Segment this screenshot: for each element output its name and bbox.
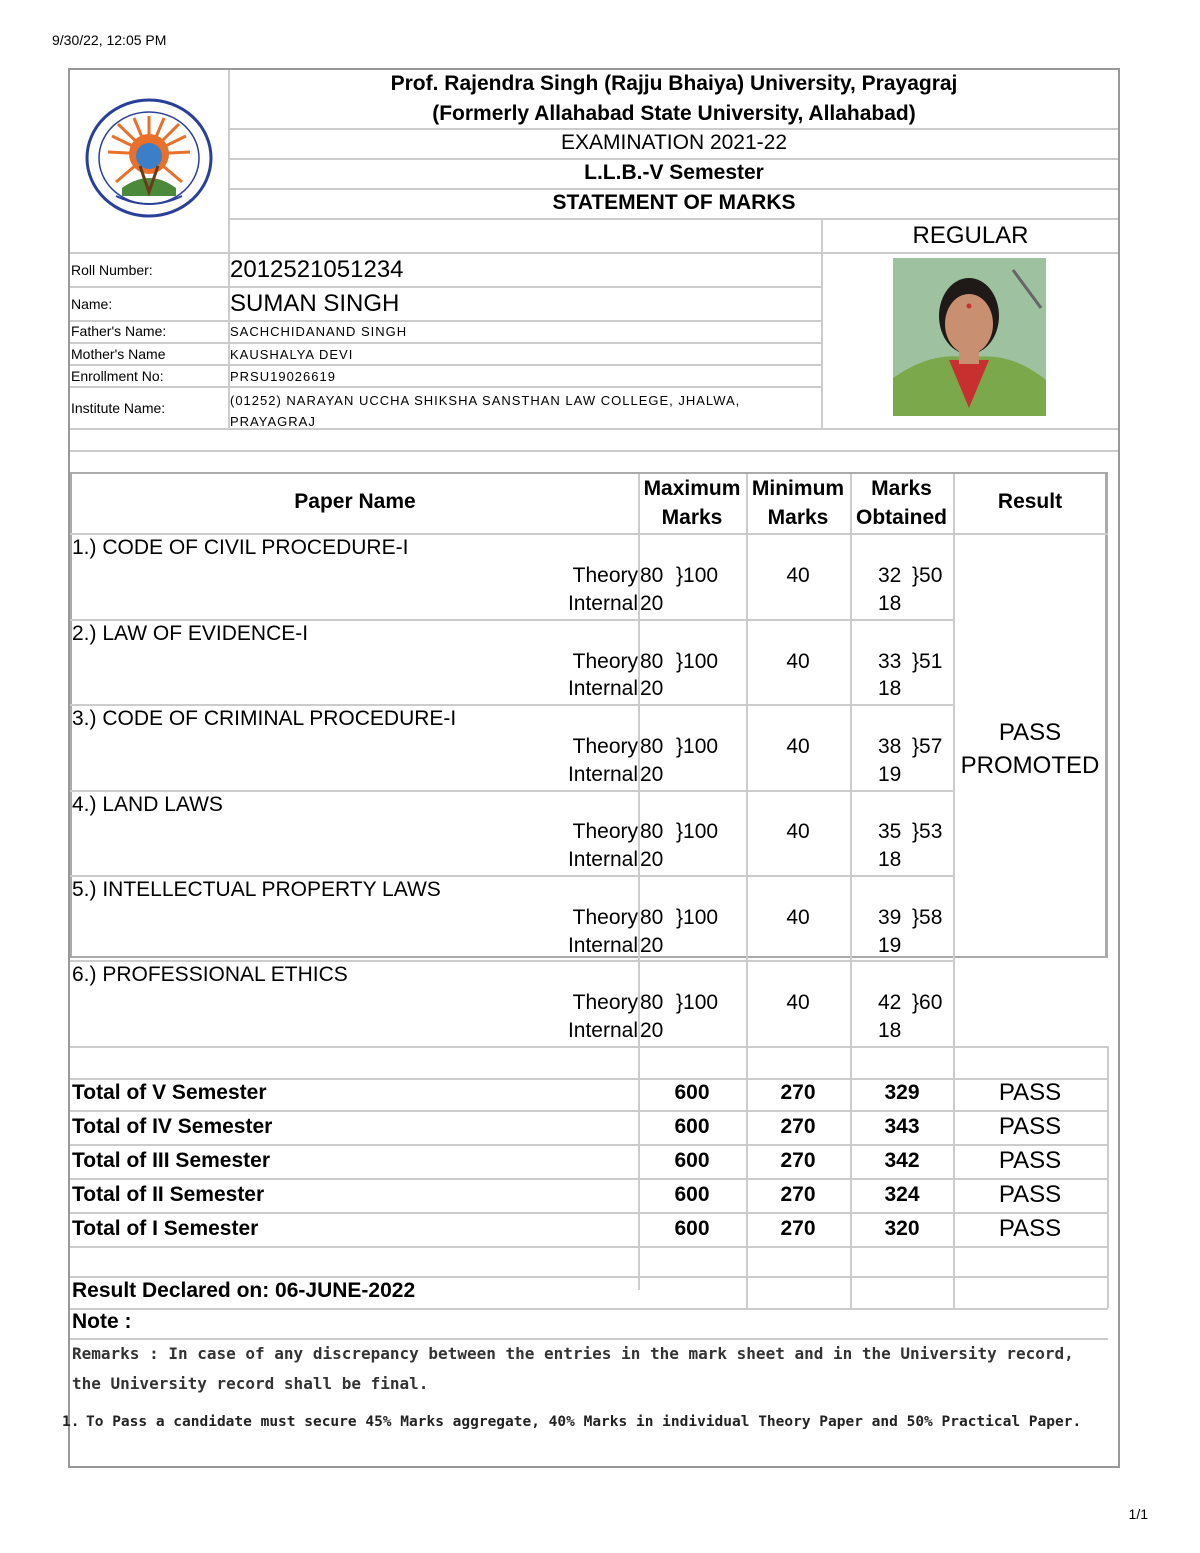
roll-number: 2012521051234 — [230, 256, 404, 283]
header-obtained-2: Obtained — [855, 506, 947, 529]
obtained-theory: 32 — [878, 564, 902, 587]
grid-line — [70, 450, 1118, 452]
obtained-theory: 35 — [878, 820, 902, 843]
total-label: Total of V Semester — [72, 1081, 267, 1104]
theory-label: Theory — [572, 735, 638, 758]
total-result: PASS — [998, 1079, 1062, 1106]
name-label: Name: — [71, 296, 113, 312]
header-max-marks-1: Maximum — [643, 477, 741, 500]
max-total: }100 — [676, 735, 719, 758]
obtained-internal: 18 — [878, 677, 902, 700]
grid-line — [70, 1078, 1108, 1080]
obtained-theory: 33 — [878, 650, 902, 673]
total-obtained: 324 — [884, 1183, 920, 1206]
obtained-theory: 39 — [878, 906, 902, 929]
paper-name: 3.) CODE OF CRIMINAL PROCEDURE-I — [72, 707, 457, 730]
grid-line — [70, 1144, 1108, 1146]
father-label: Father's Name: — [71, 323, 167, 339]
total-result: PASS — [998, 1215, 1062, 1242]
enrollment-number: PRSU19026619 — [230, 369, 336, 384]
course-title: L.L.B.-V Semester — [584, 161, 764, 184]
grid-line — [70, 1110, 1108, 1112]
max-internal: 20 — [640, 763, 664, 786]
obtained-theory: 38 — [878, 735, 902, 758]
father-name: SACHCHIDANAND SINGH — [230, 324, 408, 339]
total-max: 600 — [674, 1081, 710, 1104]
grid-line — [70, 320, 821, 322]
university-name: Prof. Rajendra Singh (Rajju Bhaiya) University, Prayagraj — [390, 72, 958, 95]
paper-name: 2.) LAW OF EVIDENCE-I — [72, 622, 309, 645]
obtained-theory: 42 — [878, 991, 902, 1014]
grid-line — [230, 188, 1118, 190]
grid-line — [70, 252, 1118, 254]
internal-label: Internal — [567, 934, 638, 957]
min-marks: 40 — [786, 906, 810, 929]
max-total: }100 — [676, 564, 719, 587]
examination-title: EXAMINATION 2021-22 — [560, 131, 788, 154]
total-min: 270 — [780, 1183, 816, 1206]
theory-label: Theory — [572, 650, 638, 673]
grid-line — [70, 619, 953, 621]
mother-label: Mother's Name — [71, 346, 166, 362]
total-obtained: 329 — [884, 1081, 920, 1104]
note-item-text: To Pass a candidate must secure 45% Marks aggregate, 40% Marks in individual Theory Paper and 50% Practical Paper. — [86, 1414, 1082, 1430]
grid-line — [70, 386, 821, 388]
grid-line — [70, 960, 953, 962]
obtained-total: }50 — [912, 564, 943, 587]
total-result: PASS — [998, 1147, 1062, 1174]
obtained-total: }57 — [912, 735, 943, 758]
result-pass: PASS — [998, 719, 1062, 746]
theory-label: Theory — [572, 991, 638, 1014]
grid-line — [70, 533, 1108, 535]
min-marks: 40 — [786, 564, 810, 587]
grid-line — [821, 220, 823, 428]
max-theory: 80 — [640, 735, 664, 758]
min-marks: 40 — [786, 735, 810, 758]
obtained-total: }51 — [912, 650, 943, 673]
remarks-text: Remarks : In case of any discrepancy between the entries in the mark sheet and in the University record, the University record shall be final. — [72, 1344, 1074, 1393]
total-result: PASS — [998, 1181, 1062, 1208]
note-number: 1. — [62, 1414, 80, 1430]
max-internal: 20 — [640, 1019, 664, 1042]
min-marks: 40 — [786, 820, 810, 843]
obtained-internal: 18 — [878, 1019, 902, 1042]
max-total: }100 — [676, 991, 719, 1014]
theory-label: Theory — [572, 820, 638, 843]
paper-name: 5.) INTELLECTUAL PROPERTY LAWS — [72, 878, 441, 901]
grid-line — [70, 875, 953, 877]
grid-line — [230, 128, 1118, 130]
institute-label: Institute Name: — [71, 400, 166, 416]
header-max-marks-2: Marks — [661, 506, 723, 529]
internal-label: Internal — [567, 677, 638, 700]
grid-line — [230, 218, 1118, 220]
total-max: 600 — [674, 1183, 710, 1206]
total-label: Total of IV Semester — [72, 1115, 273, 1138]
student-name: SUMAN SINGH — [230, 290, 400, 317]
overall-result — [954, 716, 1106, 782]
obtained-internal: 19 — [878, 763, 902, 786]
min-marks: 40 — [786, 650, 810, 673]
obtained-total: }60 — [912, 991, 943, 1014]
obtained-total: }58 — [912, 906, 943, 929]
max-theory: 80 — [640, 564, 664, 587]
theory-label: Theory — [572, 906, 638, 929]
print-date: 9/30/22, 12:05 PM — [52, 32, 167, 48]
grid-line — [70, 364, 821, 366]
grid-line — [1107, 1046, 1109, 1308]
grid-line — [70, 790, 953, 792]
total-label: Total of II Semester — [72, 1183, 265, 1206]
theory-label: Theory — [572, 564, 638, 587]
obtained-total: }53 — [912, 820, 943, 843]
statement-title: STATEMENT OF MARKS — [552, 191, 796, 214]
max-internal: 20 — [640, 848, 664, 871]
total-label: Total of III Semester — [72, 1149, 270, 1172]
total-min: 270 — [780, 1217, 816, 1240]
grid-line — [70, 1178, 1108, 1180]
grid-line — [70, 286, 821, 288]
grid-line — [70, 1246, 1108, 1248]
header-result: Result — [997, 490, 1063, 513]
grid-line — [230, 158, 1118, 160]
min-marks: 40 — [786, 991, 810, 1014]
paper-name: 1.) CODE OF CIVIL PROCEDURE-I — [72, 536, 409, 559]
max-total: }100 — [676, 820, 719, 843]
note-item — [62, 1413, 1102, 1432]
internal-label: Internal — [567, 1019, 638, 1042]
header-paper-name: Paper Name — [294, 490, 416, 513]
obtained-internal: 18 — [878, 592, 902, 615]
max-theory: 80 — [640, 906, 664, 929]
page-number: 1/1 — [1128, 1506, 1148, 1522]
mother-name: KAUSHALYA DEVI — [230, 347, 354, 362]
max-theory: 80 — [640, 820, 664, 843]
internal-label: Internal — [567, 763, 638, 786]
obtained-internal: 18 — [878, 848, 902, 871]
candidate-status: REGULAR — [912, 222, 1029, 249]
grid-line — [70, 1212, 1108, 1214]
obtained-internal: 19 — [878, 934, 902, 957]
total-min: 270 — [780, 1149, 816, 1172]
max-theory: 80 — [640, 991, 664, 1014]
institute-name: (01252) NARAYAN UCCHA SHIKSHA SANSTHAN LAW COLLEGE, JHALWA, PRAYAGRAJ — [230, 393, 741, 429]
roll-label: Roll Number: — [71, 262, 153, 278]
university-formerly: (Formerly Allahabad State University, Allahabad) — [432, 102, 916, 125]
header-min-marks-2: Marks — [767, 506, 829, 529]
internal-label: Internal — [567, 848, 638, 871]
total-obtained: 343 — [884, 1115, 920, 1138]
grid-line — [70, 704, 953, 706]
max-theory: 80 — [640, 650, 664, 673]
max-internal: 20 — [640, 592, 664, 615]
total-obtained: 320 — [884, 1217, 920, 1240]
total-obtained: 342 — [884, 1149, 920, 1172]
total-max: 600 — [674, 1149, 710, 1172]
result-declared: Result Declared on: 06-JUNE-2022 — [72, 1279, 416, 1302]
total-label: Total of I Semester — [72, 1217, 259, 1240]
total-min: 270 — [780, 1081, 816, 1104]
max-total: }100 — [676, 650, 719, 673]
enrollment-label: Enrollment No: — [71, 368, 164, 384]
total-result: PASS — [998, 1113, 1062, 1140]
header-obtained-1: Marks — [871, 477, 932, 500]
student-photo — [893, 258, 1046, 416]
internal-label: Internal — [567, 592, 638, 615]
note-label: Note : — [72, 1310, 132, 1333]
university-seal-icon — [82, 96, 216, 224]
total-max: 600 — [674, 1217, 710, 1240]
paper-name: 6.) PROFESSIONAL ETHICS — [72, 963, 348, 986]
max-internal: 20 — [640, 934, 664, 957]
result-promoted: PROMOTED — [960, 752, 1100, 779]
total-max: 600 — [674, 1115, 710, 1138]
grid-line — [70, 1308, 1108, 1310]
header-min-marks-1: Minimum — [751, 477, 845, 500]
max-internal: 20 — [640, 677, 664, 700]
grid-line — [70, 342, 821, 344]
paper-name: 4.) LAND LAWS — [72, 793, 223, 816]
grid-line — [70, 1046, 1108, 1048]
grid-line — [70, 1276, 1108, 1278]
max-total: }100 — [676, 906, 719, 929]
total-min: 270 — [780, 1115, 816, 1138]
